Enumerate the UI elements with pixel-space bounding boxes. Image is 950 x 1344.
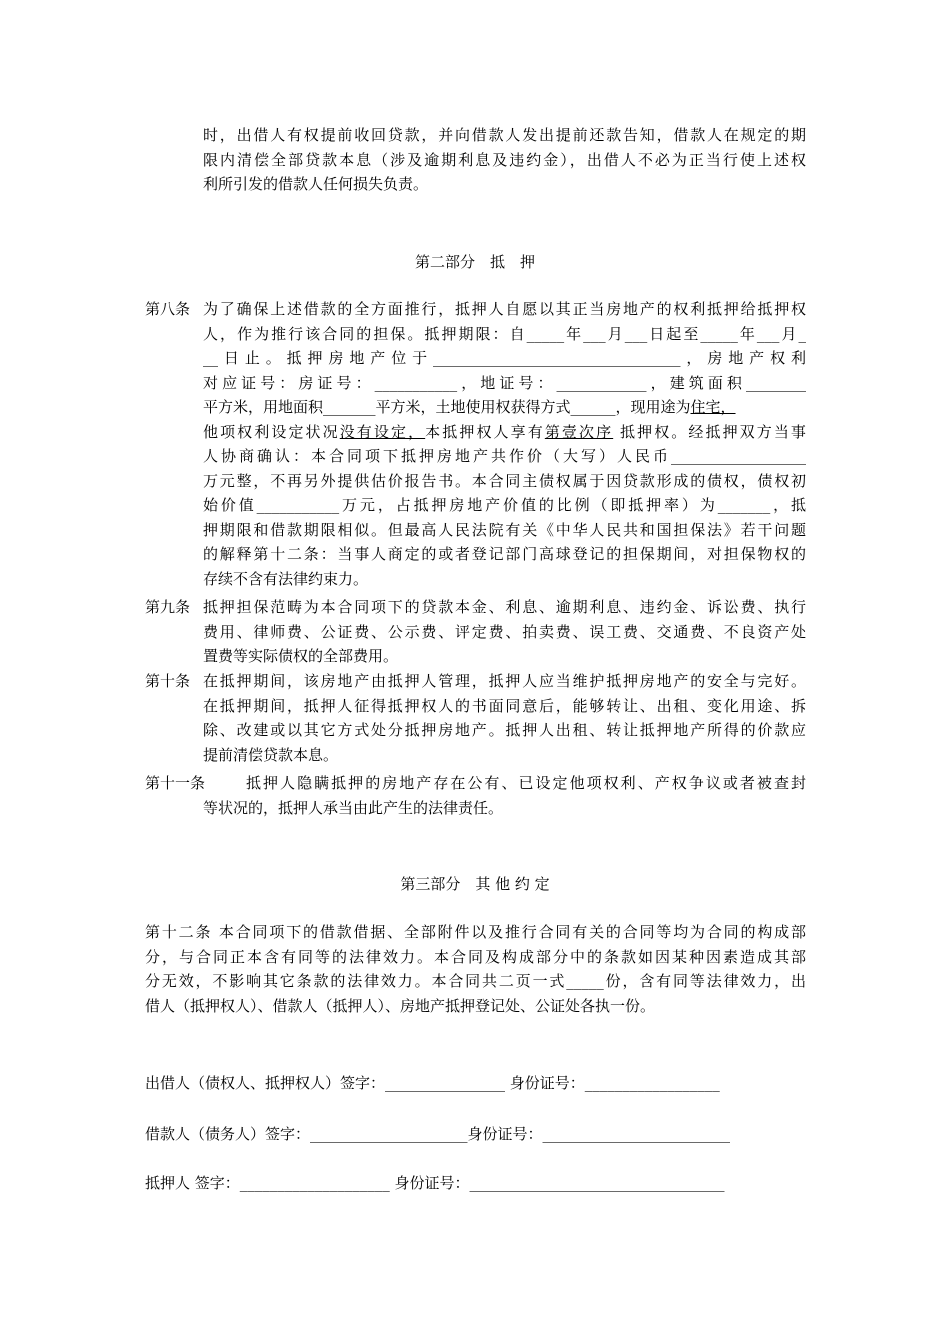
article-line: 人，作为推行该合同的担保。抵押期限：自_____年___月___日起至_____年___月_ [203,324,806,343]
article-line: 分无效，不影响其它条款的法律效力。本合同共二页一式_____份，含有同等法律效力，出 [145,972,806,990]
mortgagor-signature-line: 抵押人 签字：____________________ 身份证号：__________________________________ [145,1174,725,1192]
article-line: 第十二条 本合同项下的借款借据、全部附件以及推行合同有关的合同等均为合同的构成部 [145,923,806,941]
article-10-body [203,669,806,767]
article-8-label: 第八条 [145,300,191,318]
article-line [203,395,806,420]
article-line: 人协商确认：本合同项下抵押房地产共作价（大写）人民币__________________ [203,447,806,465]
article-11-label: 第十一条 [145,774,206,792]
article-11-body [203,771,806,820]
other-rights-value: 没有设定， [339,422,426,441]
article-line: 等状况的，抵押人承当由此产生的法律责任。 [203,798,504,817]
article-line: 押期限和借款期限相似。但最高人民法院有关《中华人民共和国担保法》若干问题 [203,520,806,539]
article-line: 在抵押期间，该房地产由抵押人管理，抵押人应当维护抵押房地产的安全与完好。 [203,672,806,690]
article-line: 分，与合同正本含有同等的法律效力。本合同及构成部分中的条款如因某种因素造成其部 [145,947,806,966]
article-text: 本抵押权人享有 [425,422,545,441]
article-line: 对应证号：房证号：___________，地证号：____________，建筑面积________ [203,373,806,392]
article-line: 除、改建或以其它方式处分抵押房地产。抵押人出租、转让抵押地产所得的价款应 [203,721,806,739]
usage-value: 住宅， [690,398,736,416]
article-line: 提前清偿贷款本息。 [203,745,339,764]
article-text: 他项权利设定状况 [203,422,340,441]
article-line: __日止。抵押房地产位于_________________________________，房地产权利 [203,349,806,367]
article-8-body [203,297,806,591]
article-line [203,420,806,445]
continuation-line: 利所引发的借款人任何损失负责。 [203,175,429,193]
article-text: 抵押人隐瞒抵押的房地产存在公有、已设定他项权利、产权争议或者被查封 [246,774,806,792]
continuation-line: 限内清偿全部贷款本息（涉及逾期利息及违约金），出借人不必为正当行使上述权 [203,150,806,169]
article-line: 抵押担保范畴为本合同项下的贷款本金、利息、逾期利息、违约金、诉讼费、执行 [203,598,806,616]
article-10-label: 第十条 [145,672,191,690]
lender-signature-line: 出借人（债权人、抵押权人）签字：________________ 身份证号：__________________ [145,1074,720,1092]
article-text: 抵押权。经抵押双方当事 [620,422,806,441]
article-line: 为了确保上述借款的全方面推行，抵押人自愿以其正当房地产的权利抵押给抵押权 [203,300,806,318]
article-line: 费用、律师费、公证费、公示费、评定费、拍卖费、误工费、交通费、不良资产处 [203,622,806,641]
article-line: 存续不含有法律约束力。 [203,569,369,588]
borrower-signature-line: 借款人（债务人）签字：_____________________身份证号：_________________________ [145,1125,731,1143]
article-9-label: 第九条 [145,598,191,616]
article-line: 借人（抵押权人）、借款人（抵押人）、房地产抵押登记处、公证处各执一份。 [145,996,656,1015]
article-line: 的解释第十二条：当事人商定的或者登记部门高球登记的担保期间，对担保物权的 [203,545,806,563]
article-9-body [203,595,806,669]
part2-heading: 第二部分 抵 押 [414,253,535,271]
article-text: 平方米，用地面积_______平方米，土地使用权获得方式______，现用途为 [203,398,691,416]
article-line: 始价值___________万元，占抵押房地产价值的比例（即抵押率）为_______，抵 [203,496,806,514]
article-line: 置费等实际债权的全部费用。 [203,647,399,665]
continuation-paragraph [203,123,806,197]
article-line: 在抵押期间，抵押人征得抵押权人的书面同意后，能够转让、出租、变化用途、拆 [203,696,806,715]
article-12 [145,920,806,1018]
part3-heading: 第三部分 其 他 约 定 [400,875,550,893]
continuation-line: 时，出借人有权提前收回贷款，并向借款人发出提前还款告知，借款人在规定的期 [203,126,806,144]
article-line [203,771,806,796]
article-line: 万元整，不再另外提供估价报告书。本合同主债权属于因贷款形成的债权，债权初 [203,471,806,490]
priority-value: 第壹次序 [544,422,614,441]
